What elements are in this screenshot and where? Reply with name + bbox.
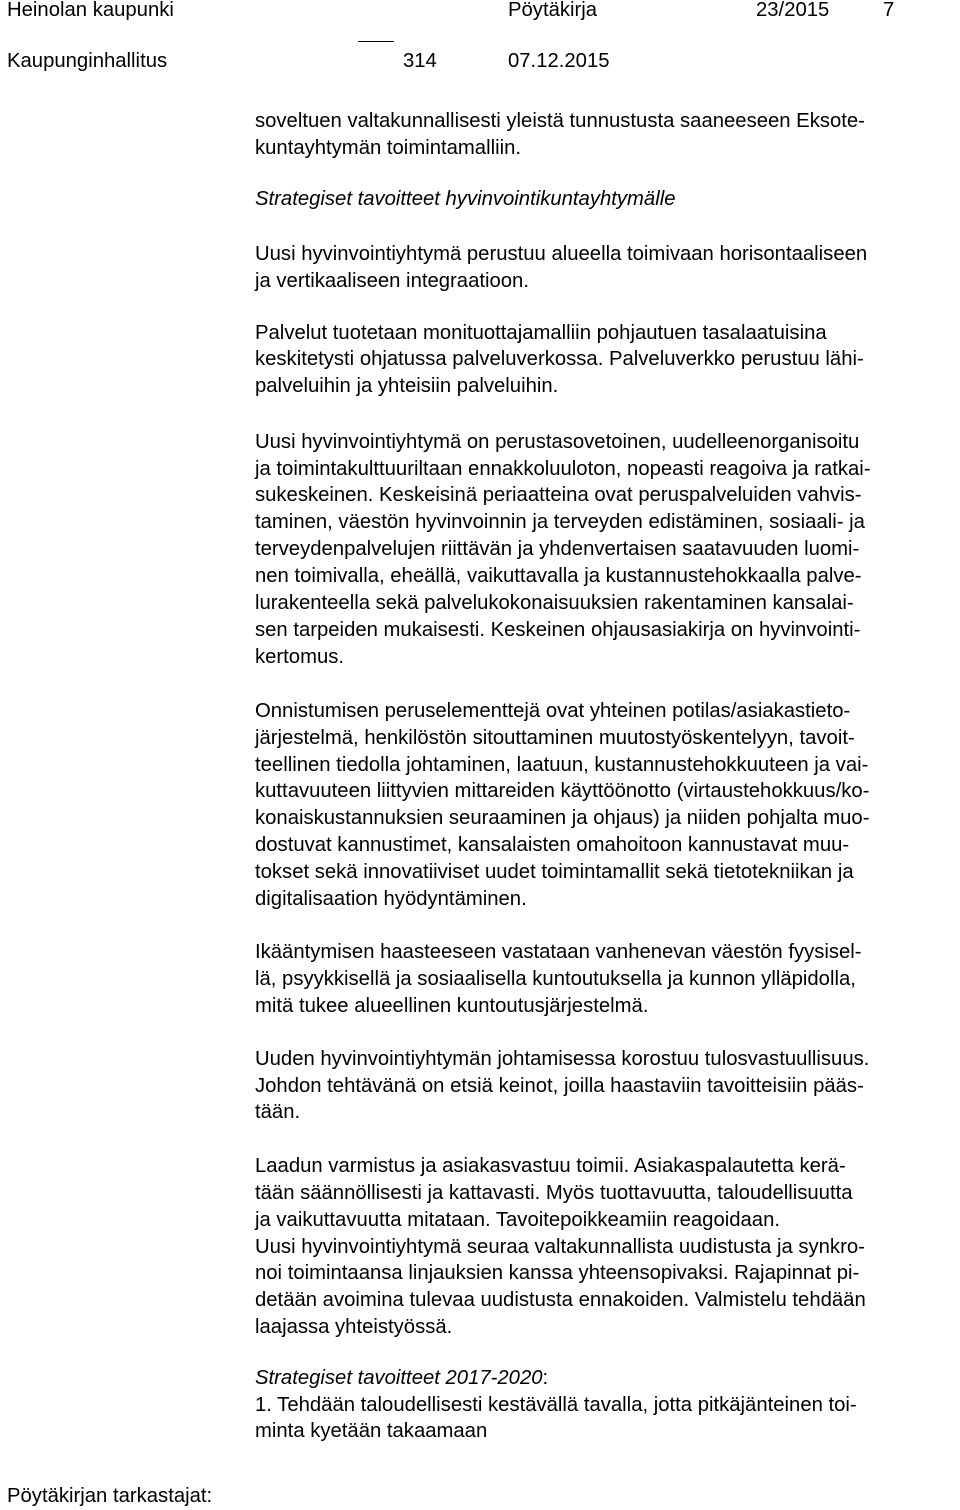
paragraph-line: Uusi hyvinvointiyhtymä on perustasovetoinen, uudelleenorganisoitu [255, 431, 860, 453]
paragraph-line: järjestelmä, henkilöstön sitouttaminen muutostyöskentelyyn, tavoit- [255, 727, 855, 749]
section-heading-2 [255, 1365, 548, 1392]
paragraph-line: laajassa yhteistyössä. [255, 1316, 453, 1338]
section-heading-2-colon: : [542, 1367, 549, 1389]
paragraph-line: lä, psyykkisellä ja sosiaalisella kuntoutuksella ja kunnon ylläpidolla, [255, 968, 856, 990]
paragraph-line: Palvelut tuotetaan monituottajamalliin pohjautuen tasalaatuisina [255, 322, 827, 344]
paragraph-line: Uuden hyvinvointiyhtymän johtamisessa korostuu tulosvastuullisuus. [255, 1048, 870, 1070]
section-heading: Strategiset tavoitteet hyvinvointikuntayhtymälle [255, 188, 676, 210]
paragraph-line: sen tarpeiden mukaisesti. Keskeinen ohjausasiakirja on hyvinvointi- [255, 619, 861, 641]
paragraph-line: ja toimintakulttuuriltaan ennakkoluuloton, nopeasti reagoiva ja ratkai- [255, 458, 871, 480]
header-page-number: 7 [883, 0, 895, 21]
paragraph-line: konaiskustannuksien seuraaminen ja ohjaus) ja niiden pohjalta muo- [255, 807, 870, 829]
paragraph-line: tään säännöllisesti ja kattavasti. Myös tuottavuutta, taloudellisuutta [255, 1182, 853, 1204]
list-item-line: minta kyetään takaamaan [255, 1420, 488, 1442]
paragraph-line: soveltuen valtakunnallisesti yleistä tunnustusta saaneeseen Eksote- [255, 110, 865, 132]
paragraph-line: Uusi hyvinvointiyhtymä perustuu alueella toimivaan horisontaaliseen [255, 243, 868, 265]
header-city: Heinolan kaupunki [7, 0, 174, 21]
header-body: Kaupunginhallitus [7, 50, 168, 72]
paragraph-line: terveydenpalvelujen riittävän ja yhdenvertaisen saatavuuden luomi- [255, 538, 860, 560]
paragraph-line: tokset sekä innovatiiviset uudet toimintamallit sekä tietotekniikan ja [255, 861, 854, 883]
paragraph-line: dostuvat kannustimet, kansalaisten omahoitoon kannustavat muu- [255, 834, 850, 856]
paragraph-line: kertomus. [255, 646, 345, 668]
section-heading-2-text: Strategiset tavoitteet 2017-2020 [255, 1367, 543, 1389]
paragraph-line: sukeskeinen. Keskeisinä periaatteina ovat peruspalveluiden vahvis- [255, 484, 862, 506]
paragraph-line: ja vertikaaliseen integraatioon. [255, 270, 529, 292]
paragraph-line: taminen, väestön hyvinvoinnin ja terveyden edistäminen, sosiaali- ja [255, 511, 865, 533]
paragraph-line: Laadun varmistus ja asiakasvastuu toimii. Asiakaspalautetta kerä- [255, 1155, 846, 1177]
paragraph-line: Ikääntymisen haasteeseen vastataan vanhenevan väestön fyysisel- [255, 941, 862, 963]
paragraph-line: teellinen tiedolla johtaminen, laatuun, kustannustehokkuuteen ja vai- [255, 754, 869, 776]
paragraph-line: Uusi hyvinvointiyhtymä seuraa valtakunnallista uudistusta ja synkro- [255, 1236, 865, 1258]
paragraph-line: Onnistumisen peruselementtejä ovat yhteinen potilas/asiakastieto- [255, 700, 851, 722]
paragraph-line: kuntayhtymän toimintamalliin. [255, 137, 522, 159]
paragraph-line: lurakenteella sekä palvelukokonaisuuksien rakentaminen kansalai- [255, 592, 854, 614]
paragraph-line: Johdon tehtävänä on etsiä keinot, joilla haastaviin tavoitteisiin pääs- [255, 1075, 864, 1097]
paragraph-line: keskitetysti ohjatussa palveluverkossa. Palveluverkko perustuu lähi- [255, 348, 864, 370]
paragraph-line: tään. [255, 1101, 301, 1123]
paragraph-line: kuttavuuteen liittyvien mittareiden käyttöönotto (virtaustehokkuus/ko- [255, 780, 870, 802]
header-section: 314 [403, 50, 437, 72]
paragraph-line: ja vaikuttavuutta mitataan. Tavoitepoikkeamiin reagoidaan. [255, 1209, 781, 1231]
header-date: 07.12.2015 [508, 50, 610, 72]
header-doc-type: Pöytäkirja [508, 0, 598, 21]
paragraph-line: mitä tukee alueellinen kuntoutusjärjestelmä. [255, 995, 649, 1017]
footer-inspectors-label: Pöytäkirjan tarkastajat: [7, 1485, 213, 1507]
header-doc-number: 23/2015 [756, 0, 830, 21]
paragraph-line: palveluihin ja yhteisiin palveluihin. [255, 375, 559, 397]
list-item-line: 1. Tehdään taloudellisesti kestävällä tavalla, jotta pitkäjänteinen toi- [255, 1394, 857, 1416]
section-marker-line [358, 41, 394, 42]
paragraph-line: digitalisaation hyödyntäminen. [255, 888, 527, 910]
paragraph-line: nen toimivalla, eheällä, vaikuttavalla ja kustannustehokkaalla palve- [255, 565, 862, 587]
paragraph-line: detään avoimina tulevaa uudistusta ennakoiden. Valmistelu tehdään [255, 1289, 866, 1311]
paragraph-line: noi toimintaansa linjauksien kanssa yhteensopivaksi. Rajapinnat pi- [255, 1262, 860, 1284]
